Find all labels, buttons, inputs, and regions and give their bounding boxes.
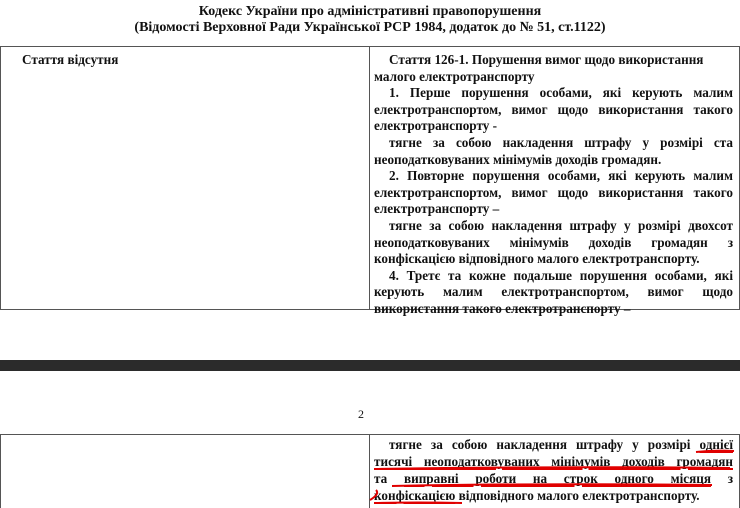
- paragraph-line: електротранспорту -: [374, 118, 498, 134]
- paragraph-line: 4. Третє та кожне подальше порушення особами, які: [389, 267, 733, 283]
- page-number: 2: [358, 407, 364, 421]
- highlighted-text: виправні роботи на строк одного місяця: [403, 471, 711, 486]
- left-cell-text: Стаття відсутня: [22, 52, 119, 67]
- paragraph-text: тягне за собою накладення штрафу у розмірі: [389, 437, 691, 452]
- paragraph-line: неоподатковуваних мінімумів доходів громадян з: [374, 234, 733, 250]
- paragraph-line: електротранспортом, вимог щодо використання такого: [374, 184, 733, 200]
- paragraph-line: 2. Повторне порушення особами, які керують малим: [389, 168, 733, 184]
- paragraph-line: неоподатковуваних мінімумів доходів громадян.: [374, 151, 662, 167]
- paragraph-text: та: [374, 471, 388, 486]
- title-line-1: Кодекс України про адміністративні правопорушення: [198, 4, 542, 19]
- article-heading-line-2: малого електротранспорту: [374, 68, 535, 84]
- paragraph-text: відповідного малого електротранспорту.: [458, 488, 700, 503]
- paragraph-line: використання такого електротранспорту –: [374, 301, 631, 316]
- highlighted-text: конфіскацією: [374, 488, 456, 503]
- paragraph-line: керують малим електротранспортом, вимог щодо: [374, 284, 733, 300]
- paragraph-line: 1. Перше порушення особами, які керують малим: [389, 85, 733, 101]
- paragraph-text: з: [727, 471, 734, 486]
- title-line-2: (Відомості Верховної Ради Української РСР 1984, додаток до № 51, ст.1122): [134, 20, 606, 35]
- paragraph-line: електротранспортом, вимог щодо використання такого: [374, 101, 733, 117]
- paragraph-line: тягне за собою накладення штрафу у розмірі двохсот: [389, 218, 733, 233]
- highlighted-text: тисячі неоподатковуваних мінімумів доходів громадян: [374, 454, 733, 469]
- paragraph-line: конфіскацією відповідного малого електротранспорту.: [374, 251, 700, 267]
- highlighted-text: однієї: [699, 437, 733, 452]
- article-heading-line-1: Стаття 126-1. Порушення вимог щодо використання: [389, 52, 704, 67]
- paragraph-line: тягне за собою накладення штрафу у розмірі ста: [389, 135, 733, 150]
- paragraph-line: електротранспорту –: [374, 201, 500, 217]
